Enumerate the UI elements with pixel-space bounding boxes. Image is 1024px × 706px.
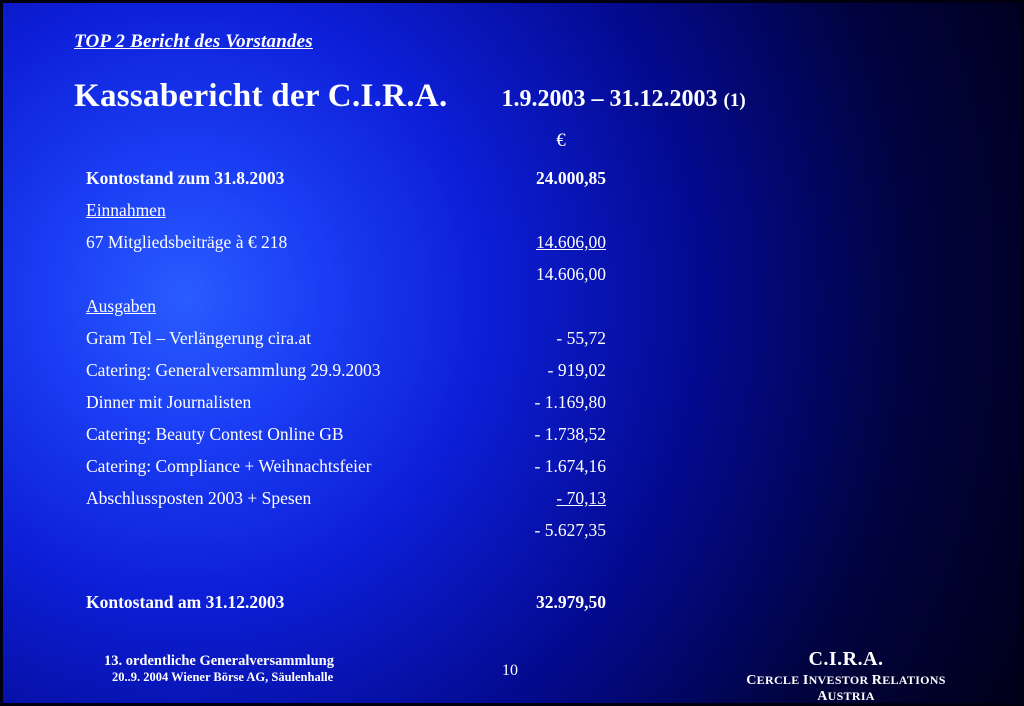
table-row-expense-2 <box>86 354 646 386</box>
expense-3-amount: - 1.169,80 <box>534 392 606 412</box>
slide-section-label: TOP 2 Bericht des Vorstandes <box>74 31 313 52</box>
table-row-income-item <box>86 226 646 258</box>
closing-balance-amount: 32.979,50 <box>536 592 606 612</box>
cash-report-table <box>86 162 646 618</box>
table-row-expense-5 <box>86 450 646 482</box>
page-title: Kassabericht der C.I.R.A. <box>74 78 448 114</box>
table-spacer <box>86 546 646 586</box>
expense-2-amount: - 919,02 <box>547 360 606 380</box>
table-row-opening-balance <box>86 162 646 194</box>
income-item-label: 67 Mitgliedsbeiträge à € 218 <box>86 232 288 252</box>
table-row-expense-6 <box>86 482 646 514</box>
expenses-total-amount: - 5.627,35 <box>534 520 606 540</box>
income-heading: Einnahmen <box>86 200 166 220</box>
footer-event-info <box>104 652 334 686</box>
table-row-expense-1 <box>86 322 646 354</box>
table-row-closing-balance <box>86 586 646 618</box>
currency-symbol: € <box>556 130 566 151</box>
table-row-expense-4 <box>86 418 646 450</box>
tagline-w3: ELATIONS <box>882 673 946 687</box>
expense-4-amount: - 1.738,52 <box>534 424 606 444</box>
tagline-c4: A <box>817 689 828 704</box>
expense-5-label: Catering: Compliance + Weihnachtsfeier <box>86 456 372 476</box>
tagline-c2: I <box>802 673 809 688</box>
tagline-c3: R <box>871 673 883 688</box>
footer-event-subtitle: 20..9. 2004 Wiener Börse AG, Säulenhalle <box>112 670 334 685</box>
expense-1-label: Gram Tel – Verlängerung cira.at <box>86 328 312 348</box>
income-total-amount: 14.606,00 <box>536 264 606 284</box>
table-row-income-total <box>86 258 646 290</box>
footer-event-title: 13. ordentliche Generalversammlung <box>104 653 334 669</box>
income-item-amount: 14.606,00 <box>536 232 606 252</box>
table-row-expenses-total <box>86 514 646 546</box>
expense-3-label: Dinner mit Journalisten <box>86 392 252 412</box>
expense-4-label: Catering: Beauty Contest Online GB <box>86 424 344 444</box>
period-number: (1) <box>723 90 746 111</box>
period-range: 1.9.2003 – 31.12.2003 <box>501 86 718 112</box>
opening-balance-amount: 24.000,85 <box>536 168 606 188</box>
page-number: 10 <box>502 662 518 679</box>
tagline-c1: C <box>746 673 757 688</box>
table-row-expenses-heading <box>86 290 646 322</box>
brand-name: C.I.R.A. <box>808 648 884 670</box>
expense-6-label: Abschlussposten 2003 + Spesen <box>86 488 312 508</box>
brand-tagline <box>716 673 976 705</box>
table-row-expense-3 <box>86 386 646 418</box>
expense-1-amount: - 55,72 <box>556 328 606 348</box>
slide-title-row <box>74 78 964 115</box>
expenses-heading: Ausgaben <box>86 296 156 316</box>
expense-5-amount: - 1.674,16 <box>534 456 606 476</box>
opening-balance-label: Kontostand zum 31.8.2003 <box>86 168 285 188</box>
expense-6-amount: - 70,13 <box>556 488 606 508</box>
expense-2-label: Catering: Generalversammlung 29.9.2003 <box>86 360 381 380</box>
tagline-w2: NVESTOR <box>808 673 872 687</box>
footer-brand <box>716 648 976 705</box>
tagline-w1: ERCLE <box>756 673 803 687</box>
title-period <box>502 86 746 113</box>
closing-balance-label: Kontostand am 31.12.2003 <box>86 592 285 612</box>
table-row-income-heading <box>86 194 646 226</box>
tagline-w4: USTRIA <box>827 689 875 703</box>
